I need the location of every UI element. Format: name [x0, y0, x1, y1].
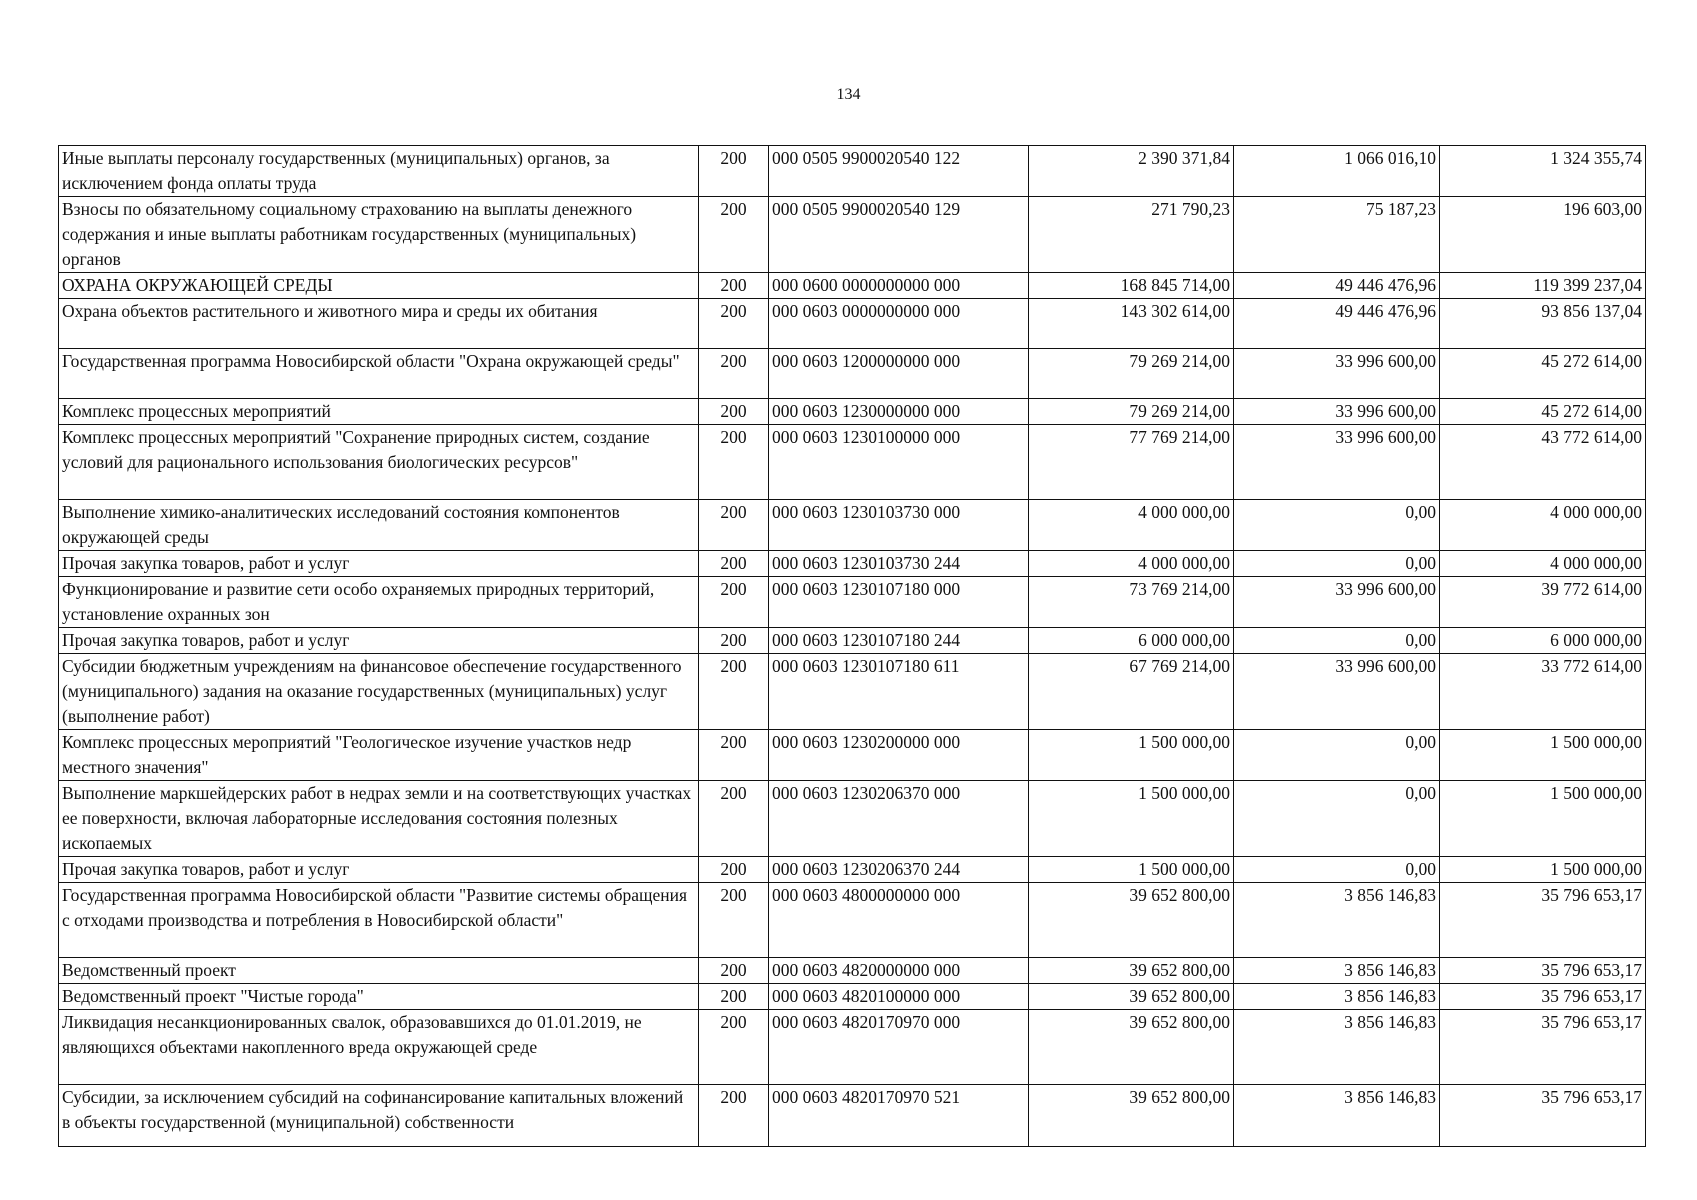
row-classification-code: 000 0603 1230000000 000 — [769, 399, 1029, 425]
table-row — [59, 349, 1646, 399]
row-classification-code: 000 0603 4820170970 521 — [769, 1085, 1029, 1147]
table-row — [59, 500, 1646, 551]
row-name: Субсидии бюджетным учреждениям на финансовое обеспечение государственного (муниципального) задания на оказание государственных (муниципальных) услуг (выполнение работ) — [59, 654, 699, 730]
row-approved-amount: 77 769 214,00 — [1029, 425, 1234, 500]
row-executed-amount: 33 996 600,00 — [1234, 425, 1440, 500]
row-classification-code: 000 0603 4820000000 000 — [769, 958, 1029, 984]
row-approved-amount: 79 269 214,00 — [1029, 399, 1234, 425]
row-unexecuted-amount: 35 796 653,17 — [1440, 1085, 1646, 1147]
row-classification-code: 000 0600 0000000000 000 — [769, 273, 1029, 299]
row-approved-amount: 73 769 214,00 — [1029, 577, 1234, 628]
row-name: Ведомственный проект — [59, 958, 699, 984]
row-line-code: 200 — [699, 500, 769, 551]
row-unexecuted-amount: 35 796 653,17 — [1440, 984, 1646, 1010]
row-unexecuted-amount: 35 796 653,17 — [1440, 883, 1646, 958]
row-approved-amount: 1 500 000,00 — [1029, 730, 1234, 781]
row-classification-code: 000 0603 1230206370 244 — [769, 857, 1029, 883]
row-line-code: 200 — [699, 984, 769, 1010]
table-row — [59, 958, 1646, 984]
table-row — [59, 273, 1646, 299]
row-line-code: 200 — [699, 299, 769, 349]
table-row — [59, 1010, 1646, 1085]
row-classification-code: 000 0603 0000000000 000 — [769, 299, 1029, 349]
table-row — [59, 146, 1646, 197]
row-classification-code: 000 0603 1230103730 000 — [769, 500, 1029, 551]
table-row — [59, 628, 1646, 654]
row-name: ОХРАНА ОКРУЖАЮЩЕЙ СРЕДЫ — [59, 273, 699, 299]
table-row — [59, 551, 1646, 577]
page-number: 134 — [836, 86, 861, 103]
row-line-code: 200 — [699, 781, 769, 857]
row-line-code: 200 — [699, 654, 769, 730]
row-name: Ведомственный проект "Чистые города" — [59, 984, 699, 1010]
row-line-code: 200 — [699, 197, 769, 273]
row-name: Функционирование и развитие сети особо охраняемых природных территорий, установление охранных зон — [59, 577, 699, 628]
row-executed-amount: 0,00 — [1234, 500, 1440, 551]
row-unexecuted-amount: 35 796 653,17 — [1440, 958, 1646, 984]
row-approved-amount: 39 652 800,00 — [1029, 984, 1234, 1010]
row-line-code: 200 — [699, 146, 769, 197]
row-classification-code: 000 0603 1230206370 000 — [769, 781, 1029, 857]
row-name: Выполнение химико-аналитических исследований состояния компонентов окружающей среды — [59, 500, 699, 551]
row-name: Ликвидация несанкционированных свалок, образовавшихся до 01.01.2019, не являющихся объектами накопленного вреда окружающей среде — [59, 1010, 699, 1085]
row-approved-amount: 4 000 000,00 — [1029, 500, 1234, 551]
row-executed-amount: 33 996 600,00 — [1234, 399, 1440, 425]
row-classification-code: 000 0505 9900020540 129 — [769, 197, 1029, 273]
row-approved-amount: 143 302 614,00 — [1029, 299, 1234, 349]
row-approved-amount: 2 390 371,84 — [1029, 146, 1234, 197]
row-classification-code: 000 0603 4820100000 000 — [769, 984, 1029, 1010]
budget-execution-table — [58, 145, 1646, 1147]
row-unexecuted-amount: 39 772 614,00 — [1440, 577, 1646, 628]
row-classification-code: 000 0603 1230200000 000 — [769, 730, 1029, 781]
row-approved-amount: 67 769 214,00 — [1029, 654, 1234, 730]
row-line-code: 200 — [699, 857, 769, 883]
row-unexecuted-amount: 119 399 237,04 — [1440, 273, 1646, 299]
row-line-code: 200 — [699, 399, 769, 425]
row-executed-amount: 1 066 016,10 — [1234, 146, 1440, 197]
row-classification-code: 000 0603 1200000000 000 — [769, 349, 1029, 399]
row-executed-amount: 49 446 476,96 — [1234, 273, 1440, 299]
row-executed-amount: 3 856 146,83 — [1234, 1085, 1440, 1147]
row-classification-code: 000 0603 4800000000 000 — [769, 883, 1029, 958]
row-name: Комплекс процессных мероприятий "Сохранение природных систем, создание условий для рационального использования биологических ресурсов" — [59, 425, 699, 500]
row-unexecuted-amount: 45 272 614,00 — [1440, 349, 1646, 399]
row-executed-amount: 49 446 476,96 — [1234, 299, 1440, 349]
row-unexecuted-amount: 43 772 614,00 — [1440, 425, 1646, 500]
table-row — [59, 781, 1646, 857]
row-executed-amount: 3 856 146,83 — [1234, 984, 1440, 1010]
row-name: Охрана объектов растительного и животного мира и среды их обитания — [59, 299, 699, 349]
row-line-code: 200 — [699, 958, 769, 984]
row-name: Выполнение маркшейдерских работ в недрах земли и на соответствующих участках ее поверхности, включая лабораторные исследования состояния полезных ископаемых — [59, 781, 699, 857]
row-name: Иные выплаты персоналу государственных (муниципальных) органов, за исключением фонда оплаты труда — [59, 146, 699, 197]
row-name: Взносы по обязательному социальному страхованию на выплаты денежного содержания и иные выплаты работникам государственных (муниципальных) органов — [59, 197, 699, 273]
row-unexecuted-amount: 196 603,00 — [1440, 197, 1646, 273]
table-row — [59, 984, 1646, 1010]
row-approved-amount: 39 652 800,00 — [1029, 958, 1234, 984]
row-classification-code: 000 0505 9900020540 122 — [769, 146, 1029, 197]
row-executed-amount: 33 996 600,00 — [1234, 577, 1440, 628]
row-executed-amount: 3 856 146,83 — [1234, 883, 1440, 958]
row-name: Прочая закупка товаров, работ и услуг — [59, 628, 699, 654]
row-name: Прочая закупка товаров, работ и услуг — [59, 857, 699, 883]
row-classification-code: 000 0603 1230103730 244 — [769, 551, 1029, 577]
row-approved-amount: 1 500 000,00 — [1029, 781, 1234, 857]
row-line-code: 200 — [699, 1010, 769, 1085]
row-executed-amount: 0,00 — [1234, 551, 1440, 577]
table-row — [59, 299, 1646, 349]
row-unexecuted-amount: 4 000 000,00 — [1440, 500, 1646, 551]
row-classification-code: 000 0603 1230100000 000 — [769, 425, 1029, 500]
row-classification-code: 000 0603 1230107180 244 — [769, 628, 1029, 654]
table-row — [59, 577, 1646, 628]
row-executed-amount: 33 996 600,00 — [1234, 654, 1440, 730]
row-name: Государственная программа Новосибирской области "Развитие системы обращения с отходами производства и потребления в Новосибирской области" — [59, 883, 699, 958]
row-executed-amount: 3 856 146,83 — [1234, 958, 1440, 984]
row-unexecuted-amount: 35 796 653,17 — [1440, 1010, 1646, 1085]
row-approved-amount: 79 269 214,00 — [1029, 349, 1234, 399]
row-approved-amount: 4 000 000,00 — [1029, 551, 1234, 577]
row-line-code: 200 — [699, 730, 769, 781]
row-executed-amount: 0,00 — [1234, 628, 1440, 654]
table-row — [59, 654, 1646, 730]
row-line-code: 200 — [699, 628, 769, 654]
row-name: Субсидии, за исключением субсидий на софинансирование капитальных вложений в объекты государственной (муниципальной) собственности — [59, 1085, 699, 1147]
table-row — [59, 857, 1646, 883]
row-classification-code: 000 0603 1230107180 000 — [769, 577, 1029, 628]
row-classification-code: 000 0603 4820170970 000 — [769, 1010, 1029, 1085]
row-approved-amount: 1 500 000,00 — [1029, 857, 1234, 883]
row-unexecuted-amount: 1 500 000,00 — [1440, 781, 1646, 857]
row-unexecuted-amount: 1 500 000,00 — [1440, 857, 1646, 883]
row-classification-code: 000 0603 1230107180 611 — [769, 654, 1029, 730]
row-executed-amount: 33 996 600,00 — [1234, 349, 1440, 399]
row-unexecuted-amount: 1 500 000,00 — [1440, 730, 1646, 781]
row-line-code: 200 — [699, 883, 769, 958]
row-line-code: 200 — [699, 577, 769, 628]
row-executed-amount: 3 856 146,83 — [1234, 1010, 1440, 1085]
row-approved-amount: 39 652 800,00 — [1029, 1085, 1234, 1147]
row-unexecuted-amount: 93 856 137,04 — [1440, 299, 1646, 349]
row-approved-amount: 39 652 800,00 — [1029, 1010, 1234, 1085]
row-executed-amount: 75 187,23 — [1234, 197, 1440, 273]
row-name: Государственная программа Новосибирской области "Охрана окружающей среды" — [59, 349, 699, 399]
row-executed-amount: 0,00 — [1234, 781, 1440, 857]
row-line-code: 200 — [699, 273, 769, 299]
row-line-code: 200 — [699, 551, 769, 577]
row-name: Прочая закупка товаров, работ и услуг — [59, 551, 699, 577]
row-line-code: 200 — [699, 349, 769, 399]
row-executed-amount: 0,00 — [1234, 857, 1440, 883]
row-line-code: 200 — [699, 425, 769, 500]
row-unexecuted-amount: 6 000 000,00 — [1440, 628, 1646, 654]
row-approved-amount: 168 845 714,00 — [1029, 273, 1234, 299]
row-name: Комплекс процессных мероприятий — [59, 399, 699, 425]
table-row — [59, 1085, 1646, 1147]
row-executed-amount: 0,00 — [1234, 730, 1440, 781]
row-line-code: 200 — [699, 1085, 769, 1147]
row-unexecuted-amount: 4 000 000,00 — [1440, 551, 1646, 577]
table-row — [59, 730, 1646, 781]
row-unexecuted-amount: 1 324 355,74 — [1440, 146, 1646, 197]
row-approved-amount: 271 790,23 — [1029, 197, 1234, 273]
table-row — [59, 399, 1646, 425]
row-unexecuted-amount: 45 272 614,00 — [1440, 399, 1646, 425]
table-row — [59, 425, 1646, 500]
table-row — [59, 197, 1646, 273]
row-approved-amount: 39 652 800,00 — [1029, 883, 1234, 958]
row-unexecuted-amount: 33 772 614,00 — [1440, 654, 1646, 730]
table-row — [59, 883, 1646, 958]
row-name: Комплекс процессных мероприятий "Геологическое изучение участков недр местного значения" — [59, 730, 699, 781]
row-approved-amount: 6 000 000,00 — [1029, 628, 1234, 654]
